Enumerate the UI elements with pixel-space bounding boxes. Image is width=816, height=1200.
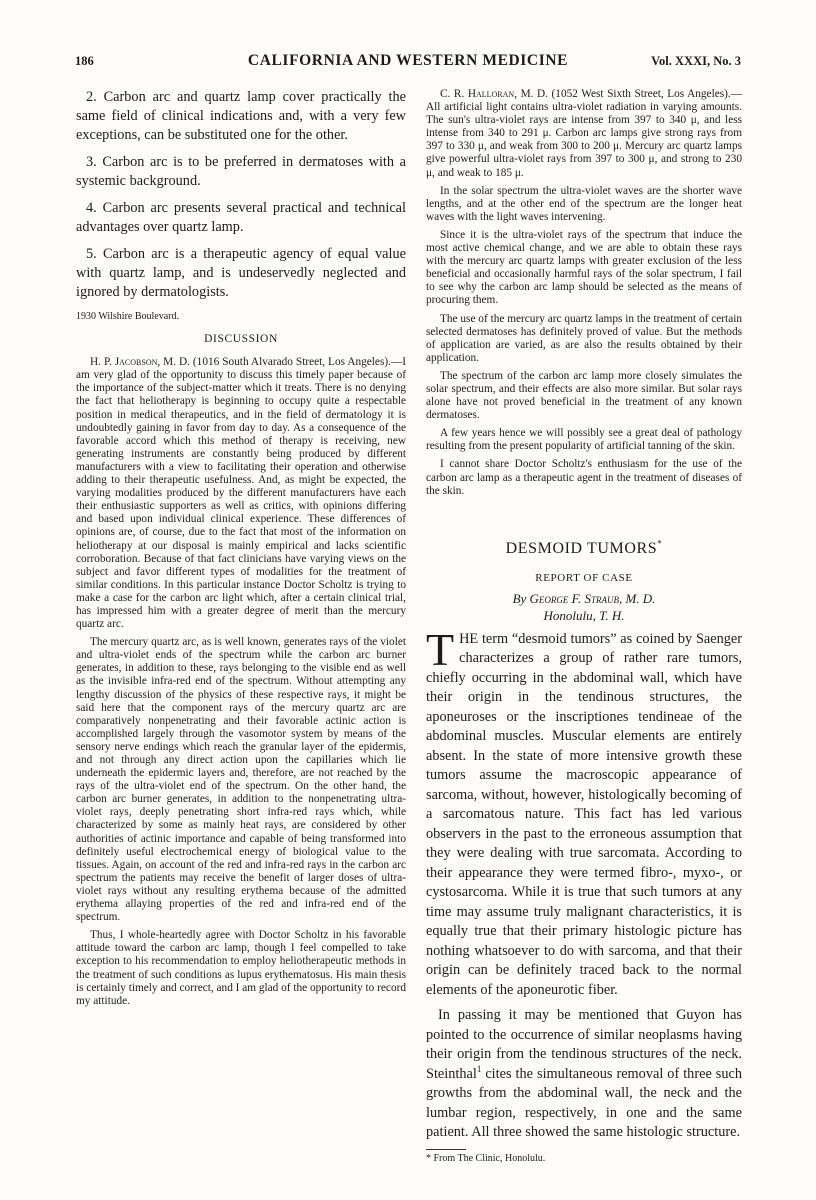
discussion-paragraph: In the solar spectrum the ultra-violet waves are the shorter wave lengths, and at the other end of the spectrum are the longer heat waves with the light waves intervening. [426,184,742,223]
discussion-text: , M. D. (1052 West Sixth Street, Los Angeles).—All artificial light contains ultra-violet radiation in varying amounts. The sun's ultra-violet rays are intense from 397 to 340 μ, and less intense from 340 to 291 μ. Carbon arc lamps give strong rays from 397 to 330 μ, and weak from 300 to 200 μ. Mercury arc quartz lamps give powerful ultra-violet rays from 397 to 300 μ, and strong to 230 μ, and weak to 185 μ. [426,88,742,179]
discussion-paragraph: Thus, I whole-heartedly agree with Doctor Scholtz in his favorable attitude toward the carbon arc lamp, though I feel compelled to take exception to his recommendation to employ heliotherapeutic methods in the treatment of such conditions as lupus erythematosus. His main thesis is certainly timely and correct, and I am glad of the opportunity to record my attitude. [76,929,407,1007]
discussion-paragraph [426,88,742,180]
footnote: * From The Clinic, Honolulu. [426,1152,546,1164]
discussant-name: H. P. Jacobson [90,356,158,369]
article-location: Honolulu, T. H. [543,607,625,623]
author-address: 1930 Wilshire Boulevard. [76,311,180,322]
conclusion-item: 2. Carbon arc and quartz lamp cover practically the same field of clinical indications and, with a very few exceptions, can be substituted one for the other. [76,89,406,143]
title-footnote-mark: * [657,538,663,549]
article-body [426,623,742,1143]
discussion-paragraph: The use of the mercury arc quartz lamps in the treatment of certain selected dermatoses has definitely proved of value. But the methods of application are varied, as are also the results obtained by their application. [426,312,742,364]
article-paragraph: In passing it may be mentioned that Guyon has pointed to the occurrence of similar neoplasms having their origin from the tendinous structures of the neck. Steinthal$^1$ cites the simultaneous removal of three such growths from the abdominal wall, the neck and the lumbar region, respectively, in one and the same patient. All three showed the same histologic structure. [426,1007,742,1141]
volume-issue: Vol. XXXI, No. 3 [651,54,741,68]
conclusions-list [76,88,406,302]
right-column [426,88,742,1164]
article-author: George F. Straub, M. D. [529,590,656,606]
discussion-heading: DISCUSSION [204,333,278,346]
discussion-paragraph: A few years hence we will possibly see a great deal of pathology resulting from the present popularity of artificial tanning of the skin. [426,427,742,453]
left-column [76,88,406,1013]
discussion-paragraph: The mercury quartz arc, as is well known, generates rays of the violet and ultra-violet ends of the spectrum while the carbon arc burner generates, in addition to these, rays belonging to the visible end as well as the invisible infra-red end of the spectrum. Without attempting any lengthy discussion of the physics of these respective rays, it might be said here that the component rays of the mercury quartz arc are comparatively nonpenetrating and their favorable actinic action is accomplished largely through the vasomotor system by means of the sensory nerve endings which reach the granular layer of the epidermis, and not through any direct action upon the capillaries which lie underneath the epidermic layers and, therefore, are not reached by the rays of the ultra-violet end of the spectrum. On the other hand, the carbon arc burner generates, in addition to the nonpenetrating ultra-violet rays, deeply penetrating short infra-red rays which, while characterized by some as mainly heat rays, are considered by other authorities of actinic importance and capable of being transformed into definitely useful electrochemical energy of biological value to the tissues. Again, on account of the red and infra-red rays in the carbon arc spectrum the patients may receive the benefit of larger doses of ultra-violet rays without any resulting erythema because of the admitted erythema allaying properties of the red and infra-red end of the spectrum. [76,636,406,924]
page-number: 186 [75,54,94,68]
article-subtitle: REPORT OF CASE [535,571,633,584]
page-header [75,52,741,76]
footnote-rule [426,1149,466,1150]
discussion-paragraph: The spectrum of the carbon arc lamp more closely simulates the solar spectrum, and their effects are also more similar. But solar rays alone have not proved beneficial in the treatment of any known dermatoses. [426,369,742,422]
journal-title: CALIFORNIA AND WESTERN MEDICINE [247,52,569,69]
discussion-paragraph: Since it is the ultra-violet rays of the spectrum that induce the most active chemical change, and we are able to obtain these rays with the mercury arc quartz lamps with greater exclusion of the less beneficial and occasionally harmful rays of the solar spectrum, I fail to see why the carbon arc lamp should be selected as the means of procuring them. [426,228,742,307]
conclusion-item: 4. Carbon arc presents several practical and technical advantages over quartz lamp. [76,200,406,235]
discussant-name: C. R. Halloran [440,88,515,100]
citation-mark: 1 [476,1063,482,1074]
article-title: DESMOID TUMORS* [505,538,663,557]
discussion-paragraph [76,356,406,631]
drop-cap: T [426,623,455,675]
article-title-block [426,540,742,624]
conclusion-item: 5. Carbon arc is a therapeutic agency of equal value with quartz lamp, and is undeservedly neglected and ignored by dermatologists. [76,246,406,300]
discussion-text: , M. D. (1016 South Alvarado Street, Los Angeles).—I am very glad of the opportunity to discuss this timely paper because of the importance of the subject-matter which it treats. There is no denying the fact that heliotherapy is beginning to occupy quite a respectable position in medical therapeutics, and in the field of dermatology it is undoubtedly gaining in favor from day to day. As a consequence of the favorable accord which this method of therapy is receiving, new generating instruments are constantly being produced by different manufacturers with a view to facilitating their operation and otherwise adding to their therapeutic usefulness. And, as might be expected, the varying modalities produced by the different manufacturers have each their enthusiastic supporters as well as critics, with opinions differing and based upon individual clinical experience. These differences of opinions are, of course, due to the fact that most of the information on heliotherapy at our disposal is mainly empirical and lacks scientific corroboration. Because of that fact clinicians have varying views on the subject and favor different types of modalities for the treatment of similar conditions. In this particular instance Doctor Scholtz is trying to make a case for the carbon arc light which, after a certain clinical trial, has impressed him with a greater degree of merit than the mercury quartz arc. [76,356,406,631]
article-paragraph: THE term “desmoid tumors” as coined by Saenger characterizes a group of rather rare tumors, chiefly occurring in the abdominal wall, which have their origin in the tendinous structures, the aponeuroses or the inscriptiones tendineae of the abdominal muscles. Muscular elements are entirely absent. In the state of more intensive growth these tumors assume the macroscopic appearance of sarcoma, without, however, histologically becoming of a sarcomatous nature. This fact has led various observers in the past to the erroneous assumption that they were dealing with true sarcomata. According to their appearance they were termed fibro-, myxo-, or cystosarcoma. While it is true that such tumors at any time may assume truly malignant characteristics, it is equally true that their primary histologic picture has nothing whatsoever to do with sarcoma, and that their origin can be definitely traced back to the normal elements of the aponeurotic fiber. [426,623,742,998]
discussion-paragraph: I cannot share Doctor Scholtz's enthusiasm for the use of the carbon arc lamp as a therapeutic agent in the treatment of diseases of the skin. [426,458,742,497]
conclusion-item: 3. Carbon arc is to be preferred in dermatoses with a systemic background. [76,154,406,189]
article-byline: By George F. Straub, M. D. [512,590,656,606]
